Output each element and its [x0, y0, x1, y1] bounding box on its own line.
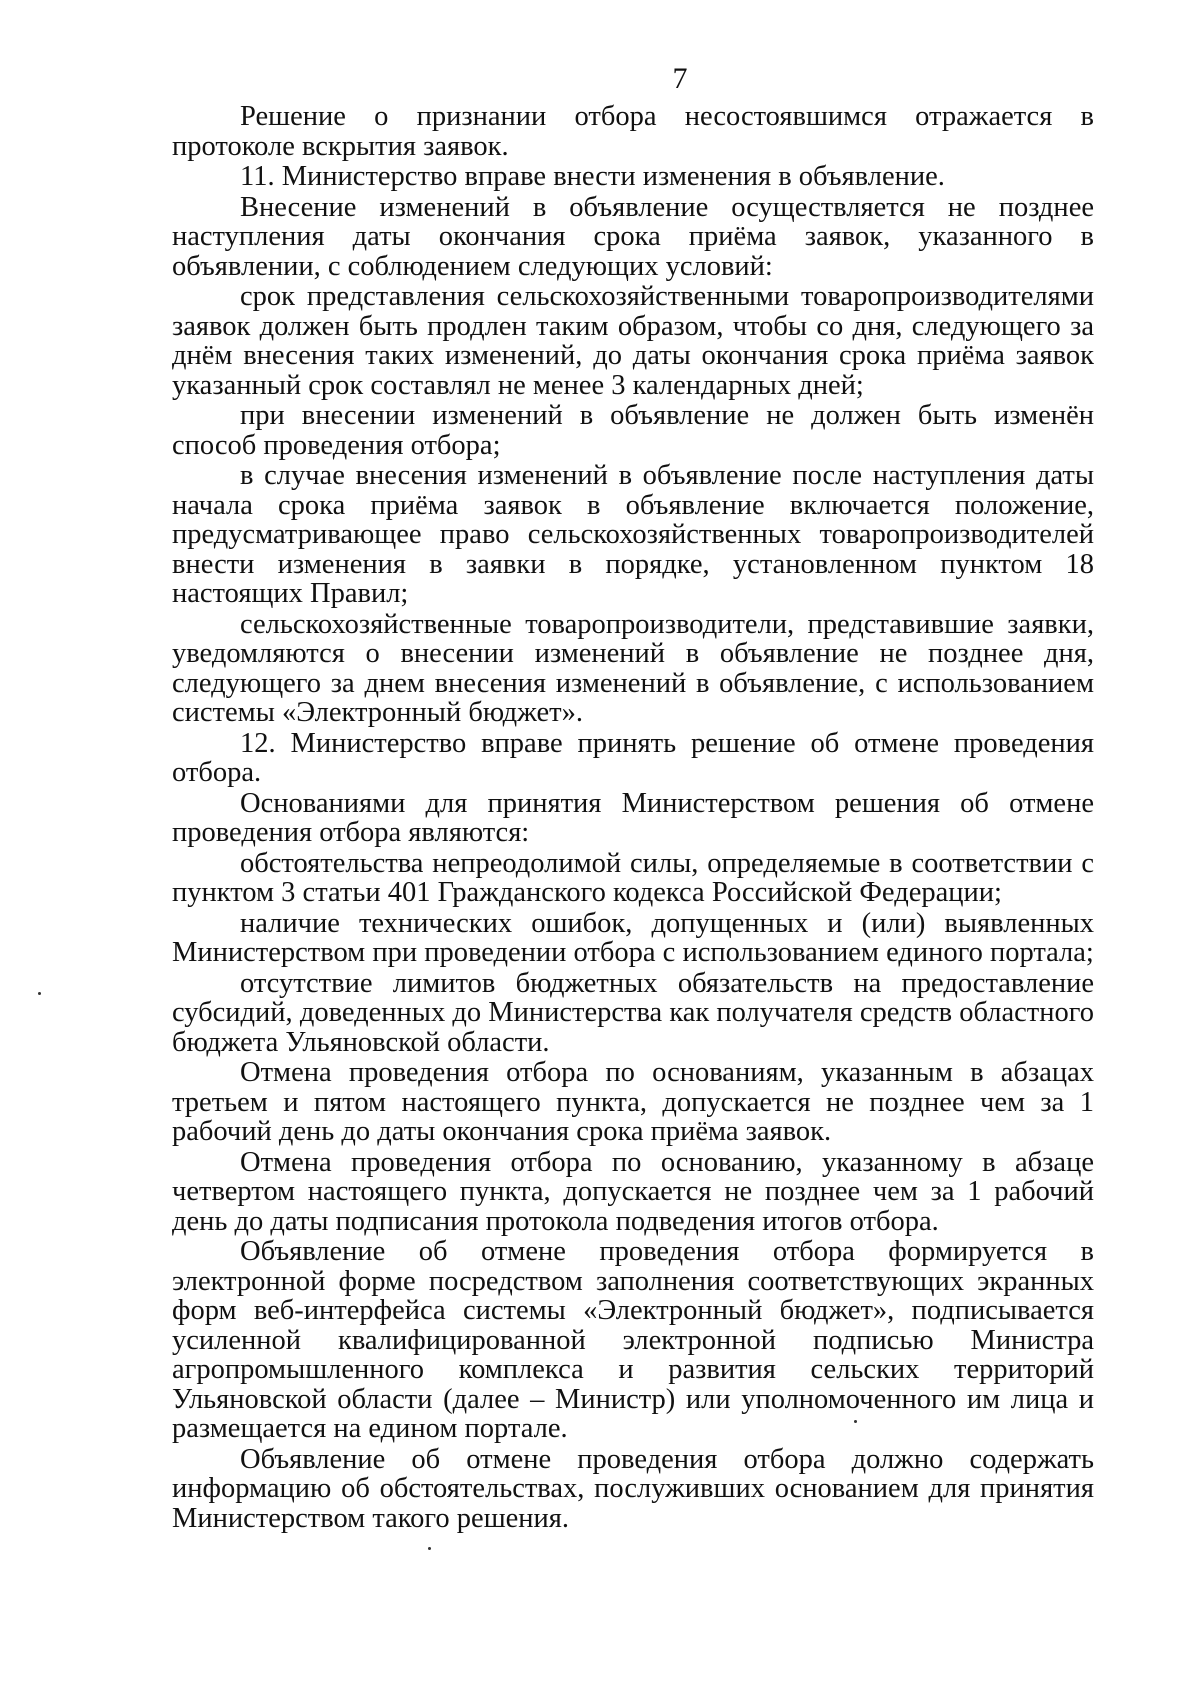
paragraph-2: 11. Министерство вправе внести изменения в объявление.	[240, 161, 945, 192]
paragraph-12: отсутствие лимитов бюджетных обязательств на предоставление субсидий, доведенных до Министерства как получателя средств областного бюджета Ульяновской области.	[172, 967, 1094, 1058]
page-number: 7	[672, 62, 688, 95]
paragraph-9: Основаниями для принятия Министерством решения об отмене проведения отбора являются:	[172, 787, 1094, 848]
paragraph-1: Решение о признании отбора несостоявшимся отражается в протоколе вскрытия заявок.	[172, 101, 1094, 162]
paragraph-8: 12. Министерство вправе принять решение об отмене проведения отбора.	[172, 727, 1094, 788]
scan-speck	[38, 992, 41, 995]
paragraph-4: срок представления сельскохозяйственными товаропроизводителями заявок должен быть продлен таким образом, чтобы со дня, следующего за днём внесения таких изменений, до даты окончания срока приёма заявок указанный срок составлял не менее 3 календарных дней;	[172, 281, 1094, 401]
paragraph-13: Отмена проведения отбора по основаниям, указанным в абзацах третьем и пятом настоящего пункта, допускается не позднее чем за 1 рабочий день до даты окончания срока приёма заявок.	[172, 1057, 1094, 1147]
paragraph-11: наличие технических ошибок, допущенных и (или) выявленных Министерством при проведении отбора с использованием единого портала;	[172, 907, 1094, 968]
paragraph-10: обстоятельства непреодолимой силы, определяемые в соответствии с пунктом 3 статьи 401 Гражданского кодекса Российской Федерации;	[172, 847, 1094, 908]
scan-speck	[854, 1420, 857, 1423]
paragraph-3: Внесение изменений в объявление осуществляется не позднее наступления даты окончания срока приёма заявок, указанного в объявлении, с соблюдением следующих условий:	[172, 191, 1094, 282]
document-body	[172, 102, 1094, 1534]
paragraph-5: при внесении изменений в объявление не должен быть изменён способ проведения отбора;	[172, 400, 1094, 461]
paragraph-16: Объявление об отмене проведения отбора должно содержать информацию об обстоятельствах, послуживших основанием для принятия Министерством такого решения.	[172, 1443, 1094, 1534]
scan-speck	[428, 1547, 431, 1550]
paragraph-14: Отмена проведения отбора по основанию, указанному в абзаце четвертом настоящего пункта, допускается не позднее чем за 1 рабочий день до даты подписания протокола подведения итогов отбора.	[172, 1146, 1094, 1237]
paragraph-7: сельскохозяйственные товаропроизводители, представившие заявки, уведомляются о внесении изменений в объявление не позднее дня, следующего за днем внесения изменений в объявление, с использованием системы «Электронный бюджет».	[172, 608, 1094, 728]
paragraph-6: в случае внесения изменений в объявление после наступления даты начала срока приёма заявок в объявление включается положение, предусматривающее право сельскохозяйственных товаропроизводителей внести изменения в заявки в порядке, установленном пунктом 18 настоящих Правил;	[172, 460, 1094, 609]
paragraph-15: Объявление об отмене проведения отбора формируется в электронной форме посредством заполнения соответствующих экранных форм веб-интерфейса системы «Электронный бюджет», подписывается усиленной квалифицированной электронной подписью Министра агропромышленного комплекса и развития сельских территорий Ульяновской области (далее – Министр) или уполномоченного им лица и размещается на едином портале.	[172, 1236, 1094, 1444]
